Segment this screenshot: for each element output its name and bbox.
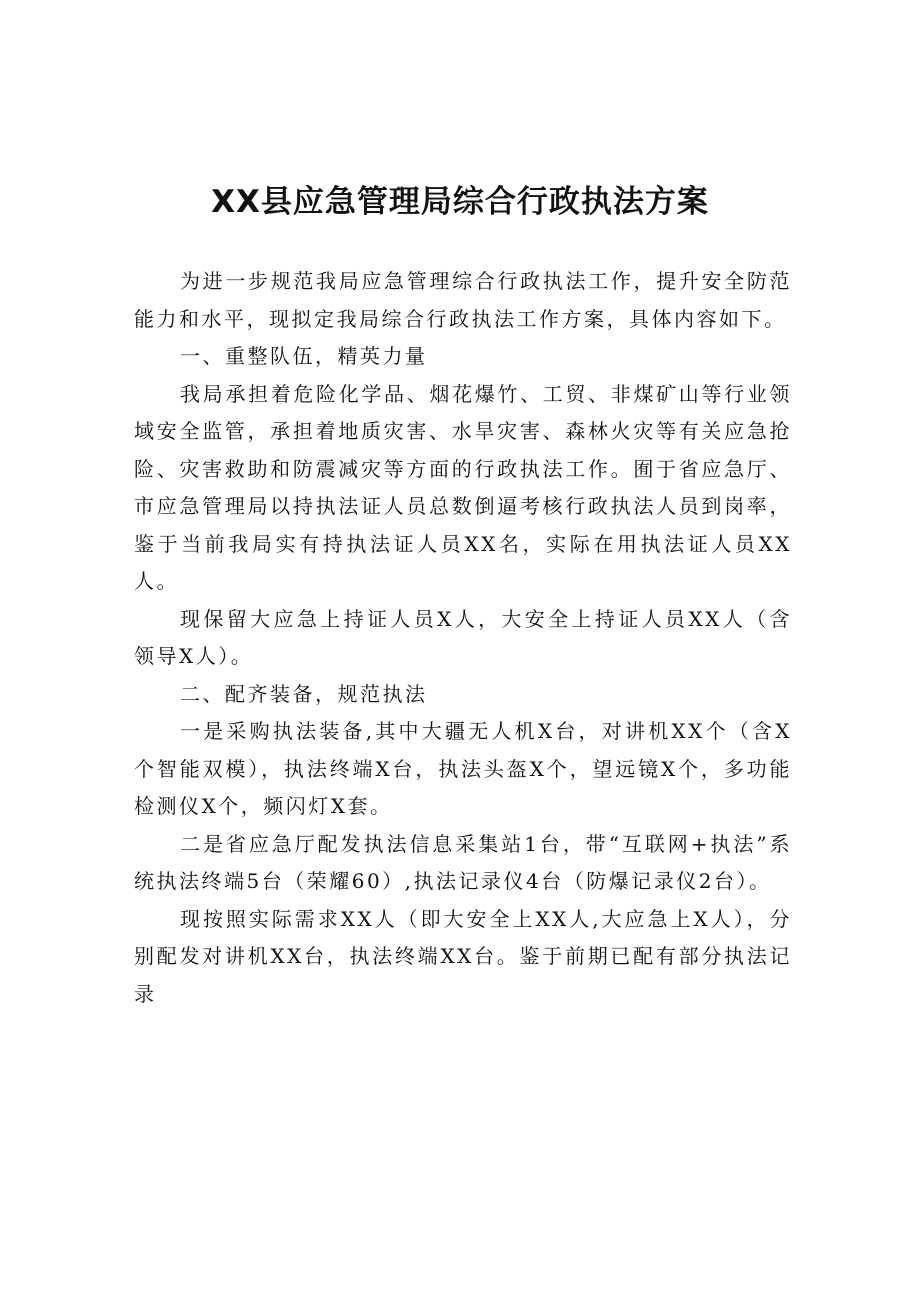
body-paragraph: 现按照实际需求XX人（即大安全上XX人,大应急上X人），分别配发对讲机XX台，执法终端XX台。鉴于前期已配有部分执法记录 [134,906,792,1006]
body-paragraph: 现保留大应急上持证人员X人，大安全上持证人员XX人（含领导X人）。 [134,606,792,668]
section-heading-2: 二、配齐装备，规范执法 [180,681,428,706]
body-paragraph: 二是省应急厅配发执法信息采集站1台，带“互联网+执法”系统执法终端5台（荣耀60）,执法记录仪4台（防爆记录仪2台）。 [134,831,792,893]
body-paragraph: 我局承担着危险化学品、烟花爆竹、工贸、非煤矿山等行业领域安全监管，承担着地质灾害、水旱灾害、森林火灾等有关应急抢险、灾害救助和防震减灾等方面的行政执法工作。囿于省应急厅、市应急管理局以持执法证人员总数倒逼考核行政执法人员到岗率，鉴于当前我局实有持执法证人员XX名，实际在用执法证人员XX人。 [134,381,792,593]
body-paragraph: 一是采购执法装备,其中大疆无人机X台，对讲机XX个（含X个智能双模），执法终端X台，执法头盔X个，望远镜X个，多功能检测仪X个，频闪灯X套。 [134,719,792,818]
intro-paragraph: 为进一步规范我局应急管理综合行政执法工作，提升安全防范能力和水平，现拟定我局综合行政执法工作方案，具体内容如下。 [134,269,792,331]
section-heading-1: 一、重整队伍，精英力量 [180,344,428,368]
document-title: XX县应急管理局综合行政执法方案 [211,184,709,220]
document-body [134,263,792,1013]
